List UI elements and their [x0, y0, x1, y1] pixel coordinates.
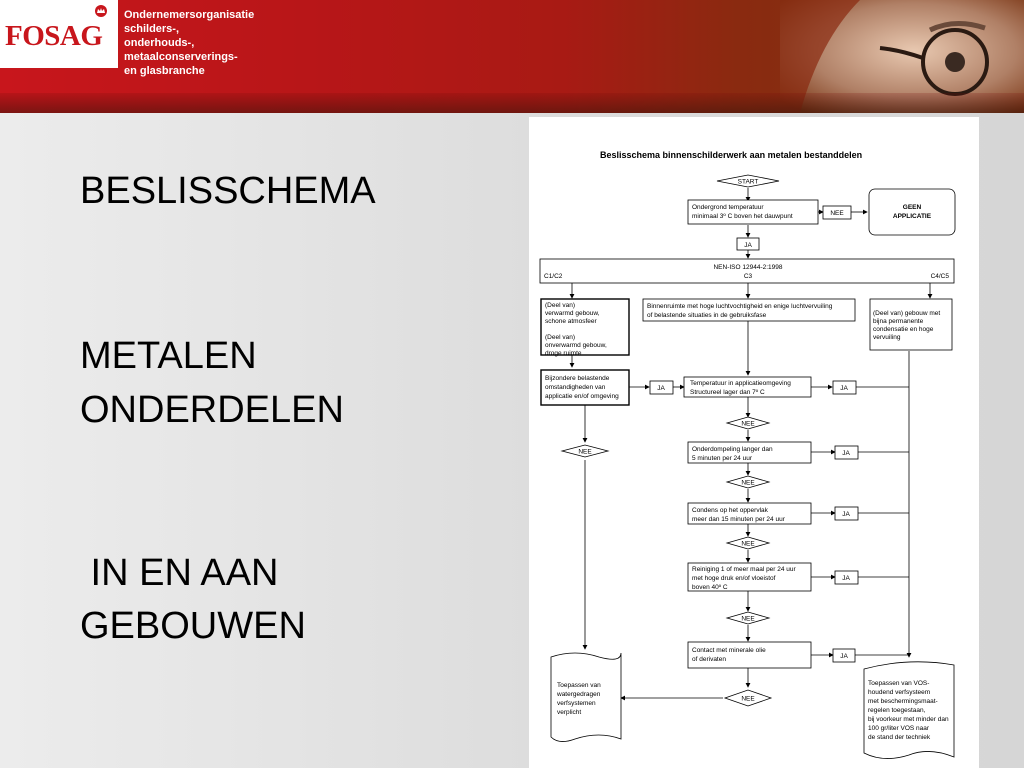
title-line-1: BESLISSCHEMA	[80, 170, 376, 212]
left-box-line: (Deel van)	[545, 334, 575, 341]
nee-label: NEE	[741, 479, 755, 487]
nee-label: NEE	[741, 695, 755, 703]
norm-label: NEN-ISO 12944-2:1998	[713, 264, 783, 271]
oil-line: of derivaten	[692, 656, 726, 663]
ja-label: JA	[842, 450, 850, 457]
title-line-5: GEBOUWEN	[80, 605, 306, 647]
doc-left-line: watergedragen	[557, 691, 601, 698]
nee-label: NEE	[741, 615, 755, 623]
title-line-3: ONDERDELEN	[80, 389, 344, 431]
doc-right-line: 100 gr/liter VOS naar	[868, 725, 930, 732]
right-box-line: (Deel van) gebouw met	[873, 310, 941, 317]
left-box-line: droge ruimte	[545, 350, 582, 357]
oil-line: Contact met minerale olie	[692, 647, 766, 654]
crown-icon	[92, 4, 110, 18]
header-stripe	[0, 93, 1024, 113]
doc-left-line: verplicht	[557, 709, 582, 716]
special-box-line: omstandigheden van	[545, 384, 606, 391]
diagram-title: Beslisschema binnenschilderwerk aan metalen bestanddelen	[600, 150, 863, 160]
clean-line: Reiniging 1 of meer maal per 24 uur	[692, 566, 796, 573]
ja-label: JA	[744, 242, 752, 249]
ja-label: JA	[657, 385, 665, 392]
left-box-line: (Deel van)	[545, 302, 575, 309]
temp-appl-line: Structureel lager dan 7º C	[690, 389, 765, 396]
special-box-line: Bijzondere belastende	[545, 375, 610, 382]
applicatie-label: APPLICATIE	[892, 213, 932, 220]
left-box-line: onverwarmd gebouw,	[545, 342, 607, 349]
ja-label: JA	[842, 511, 850, 518]
temp-question-2: minimaal 3º C boven het dauwpunt	[692, 213, 793, 220]
doc-left-line: Toepassen van	[557, 682, 601, 689]
nee-label: NEE	[741, 420, 755, 428]
organization-name: Ondernemersorganisatie schilders-, onderhouds-, metaalconserverings- en glasbranche	[124, 9, 255, 77]
cond-line: Condens op het oppervlak	[692, 507, 768, 514]
doc-right-line: bij voorkeur met minder dan	[868, 716, 949, 723]
logo: FOSAG	[5, 20, 103, 52]
right-box-line: condensatie en hoge	[873, 326, 934, 333]
nee-label: NEE	[830, 210, 844, 217]
ja-label: JA	[840, 385, 848, 392]
doc-left-line: verfsystemen	[557, 700, 596, 707]
class-c3: C3	[743, 273, 753, 280]
doc-right-line: de stand der techniek	[868, 734, 931, 741]
ja-label: JA	[840, 653, 848, 660]
doc-right-line: regelen toegestaan,	[868, 707, 926, 714]
left-box-line: schone atmosfeer	[545, 318, 597, 325]
special-box-line: applicatie en/of omgeving	[545, 393, 619, 400]
geen-label: GEEN	[902, 204, 922, 211]
ja-label: JA	[842, 575, 850, 582]
doc-right-line: houdend verfsysteem	[868, 689, 931, 696]
left-box-line: verwarmd gebouw,	[545, 310, 600, 317]
mid-box-line: Binnenruimte met hoge luchtvochtigheid en enige luchtvervuiling	[647, 303, 833, 310]
dip-line: 5 minuten per 24 uur	[692, 455, 752, 462]
temp-question-1: Ondergrond temperatuur	[692, 204, 764, 211]
nee-label: NEE	[741, 540, 755, 548]
right-box-line: bijna permanente	[873, 318, 924, 325]
doc-right-line: Toepassen van VOS-	[868, 680, 930, 687]
header-banner	[0, 0, 1024, 113]
logo-box	[0, 0, 118, 68]
title-line-4: IN EN AAN	[80, 552, 279, 594]
mid-box-line: of belastende situaties in de gebruiksfase	[647, 312, 767, 319]
decision-diagram	[529, 117, 979, 768]
temp-appl-line: Temperatuur in applicatieomgeving	[690, 380, 791, 387]
slide-text-panel	[0, 113, 528, 768]
doc-right-line: met beschermingsmaat-	[868, 698, 938, 705]
class-c1c2: C1/C2	[544, 273, 563, 280]
class-c4c5: C4/C5	[930, 273, 949, 280]
clean-line: met hoge druk en/of vloeistof	[692, 575, 776, 582]
nee-label: NEE	[578, 448, 592, 456]
dip-line: Onderdompeling langer dan	[692, 446, 773, 453]
clean-line: boven 40º C	[692, 584, 728, 591]
start-label: START	[737, 178, 759, 186]
title-line-2: METALEN	[80, 335, 257, 377]
cond-line: meer dan 15 minuten per 24 uur	[692, 516, 785, 523]
right-box-line: vervuiling	[873, 334, 901, 341]
